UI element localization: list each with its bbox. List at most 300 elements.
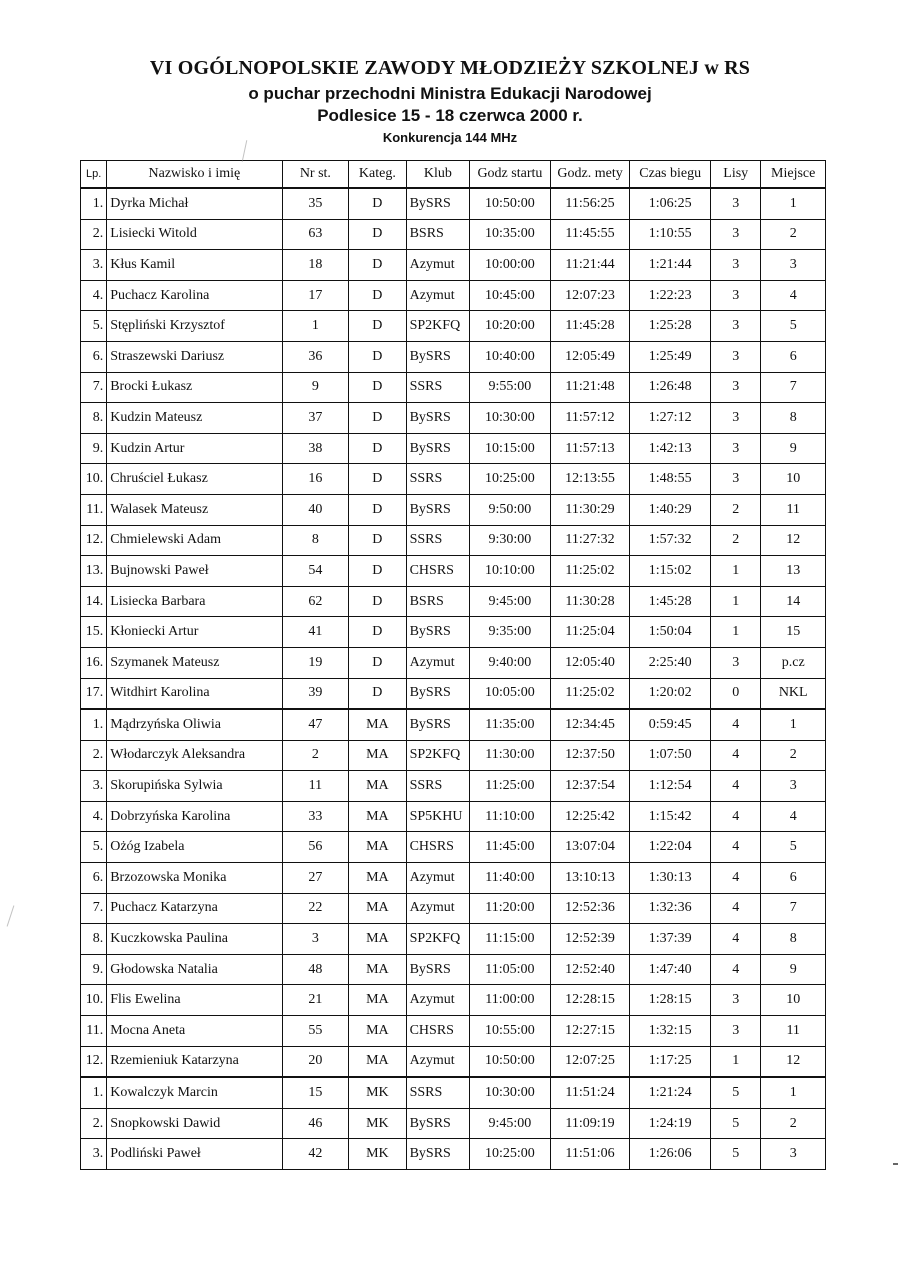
cell-nr: 46 <box>282 1108 349 1139</box>
cell-lisy: 4 <box>711 954 761 985</box>
cell-czas: 1:40:29 <box>630 494 711 525</box>
cell-meta: 11:25:04 <box>550 617 630 648</box>
table-row <box>81 556 826 587</box>
cell-kat: MK <box>349 1139 406 1170</box>
cell-klub: SSRS <box>406 771 470 802</box>
cell-start: 10:25:00 <box>470 1139 551 1170</box>
cell-name: Dobrzyńska Karolina <box>107 801 282 832</box>
cell-czas: 1:12:54 <box>630 771 711 802</box>
cell-lp: 3. <box>81 250 107 281</box>
results-group <box>81 1077 826 1169</box>
cell-nr: 21 <box>282 985 349 1016</box>
cell-klub: SP2KFQ <box>406 311 470 342</box>
cell-lp: 1. <box>81 1077 107 1108</box>
cell-meta: 12:05:40 <box>550 647 630 678</box>
cell-meta: 11:09:19 <box>550 1108 630 1139</box>
cell-lisy: 3 <box>711 647 761 678</box>
cell-kat: MA <box>349 801 406 832</box>
cell-lisy: 4 <box>711 709 761 740</box>
table-row <box>81 525 826 556</box>
cell-kat: D <box>349 280 406 311</box>
cell-czas: 1:28:15 <box>630 985 711 1016</box>
cell-name: Kłoniecki Artur <box>107 617 282 648</box>
cell-klub: SP2KFQ <box>406 740 470 771</box>
cell-start: 11:25:00 <box>470 771 551 802</box>
cell-start: 10:50:00 <box>470 1046 551 1077</box>
results-table <box>80 160 826 1170</box>
cell-nr: 38 <box>282 433 349 464</box>
cell-kat: MA <box>349 1046 406 1077</box>
cell-miejsce: 1 <box>761 1077 826 1108</box>
cell-czas: 1:15:02 <box>630 556 711 587</box>
cell-start: 10:10:00 <box>470 556 551 587</box>
cell-meta: 13:10:13 <box>550 863 630 894</box>
cell-lisy: 4 <box>711 924 761 955</box>
cell-start: 10:15:00 <box>470 433 551 464</box>
cell-lp: 15. <box>81 617 107 648</box>
cell-lisy: 3 <box>711 219 761 250</box>
cell-kat: MA <box>349 863 406 894</box>
cell-miejsce: 10 <box>761 464 826 495</box>
cell-miejsce: 5 <box>761 311 826 342</box>
cell-lisy: 1 <box>711 1046 761 1077</box>
cell-start: 9:30:00 <box>470 525 551 556</box>
table-row <box>81 1016 826 1047</box>
cell-name: Walasek Mateusz <box>107 494 282 525</box>
cell-lisy: 3 <box>711 311 761 342</box>
cell-lisy: 4 <box>711 893 761 924</box>
cell-miejsce: 13 <box>761 556 826 587</box>
cell-czas: 1:15:42 <box>630 801 711 832</box>
column-header-lp: Lp. <box>81 161 107 189</box>
cell-lp: 7. <box>81 893 107 924</box>
cell-lp: 2. <box>81 1108 107 1139</box>
cell-start: 9:45:00 <box>470 586 551 617</box>
cell-lp: 1. <box>81 709 107 740</box>
cell-meta: 12:07:23 <box>550 280 630 311</box>
cell-lisy: 0 <box>711 678 761 709</box>
cell-miejsce: 5 <box>761 832 826 863</box>
cell-lp: 2. <box>81 740 107 771</box>
cell-kat: D <box>349 586 406 617</box>
cell-name: Bujnowski Paweł <box>107 556 282 587</box>
cell-czas: 1:21:24 <box>630 1077 711 1108</box>
cell-start: 11:45:00 <box>470 832 551 863</box>
table-row <box>81 617 826 648</box>
scan-mark <box>893 1163 898 1165</box>
cell-nr: 15 <box>282 1077 349 1108</box>
cell-lisy: 4 <box>711 801 761 832</box>
cell-name: Kudzin Artur <box>107 433 282 464</box>
cell-nr: 33 <box>282 801 349 832</box>
cell-name: Skorupińska Sylwia <box>107 771 282 802</box>
cell-miejsce: 12 <box>761 1046 826 1077</box>
cell-kat: D <box>349 647 406 678</box>
cell-klub: Azymut <box>406 1046 470 1077</box>
table-row <box>81 801 826 832</box>
cell-klub: Azymut <box>406 250 470 281</box>
cell-meta: 12:28:15 <box>550 985 630 1016</box>
cell-lp: 11. <box>81 494 107 525</box>
cell-czas: 1:57:32 <box>630 525 711 556</box>
table-row <box>81 985 826 1016</box>
cell-klub: SSRS <box>406 525 470 556</box>
cell-kat: MA <box>349 985 406 1016</box>
cell-nr: 47 <box>282 709 349 740</box>
cell-miejsce: 1 <box>761 188 826 219</box>
cell-czas: 1:26:48 <box>630 372 711 403</box>
cell-czas: 1:25:49 <box>630 341 711 372</box>
cell-lp: 16. <box>81 647 107 678</box>
cell-kat: D <box>349 494 406 525</box>
table-row <box>81 893 826 924</box>
cell-nr: 48 <box>282 954 349 985</box>
cell-name: Podliński Paweł <box>107 1139 282 1170</box>
cell-klub: BSRS <box>406 586 470 617</box>
cell-meta: 11:27:32 <box>550 525 630 556</box>
cell-lisy: 5 <box>711 1139 761 1170</box>
cell-lisy: 1 <box>711 586 761 617</box>
cell-lisy: 4 <box>711 832 761 863</box>
cell-name: Puchacz Katarzyna <box>107 893 282 924</box>
cell-czas: 1:17:25 <box>630 1046 711 1077</box>
cell-miejsce: p.cz <box>761 647 826 678</box>
cell-kat: D <box>349 678 406 709</box>
cell-nr: 55 <box>282 1016 349 1047</box>
cell-nr: 27 <box>282 863 349 894</box>
cell-nr: 36 <box>282 341 349 372</box>
cell-meta: 11:56:25 <box>550 188 630 219</box>
table-row <box>81 954 826 985</box>
cell-klub: SP5KHU <box>406 801 470 832</box>
cell-kat: MA <box>349 709 406 740</box>
cell-meta: 11:57:13 <box>550 433 630 464</box>
cell-kat: D <box>349 219 406 250</box>
cell-kat: D <box>349 188 406 219</box>
cell-name: Straszewski Dariusz <box>107 341 282 372</box>
cell-meta: 11:45:28 <box>550 311 630 342</box>
cell-meta: 11:21:48 <box>550 372 630 403</box>
cell-start: 9:50:00 <box>470 494 551 525</box>
table-row <box>81 433 826 464</box>
results-table-header <box>81 161 826 189</box>
cell-miejsce: 8 <box>761 403 826 434</box>
cell-lisy: 3 <box>711 188 761 219</box>
cell-nr: 63 <box>282 219 349 250</box>
cell-name: Flis Ewelina <box>107 985 282 1016</box>
table-row <box>81 1046 826 1077</box>
cell-czas: 1:21:44 <box>630 250 711 281</box>
cell-lisy: 4 <box>711 771 761 802</box>
cell-start: 9:55:00 <box>470 372 551 403</box>
table-row <box>81 403 826 434</box>
cell-klub: CHSRS <box>406 556 470 587</box>
cell-klub: SSRS <box>406 1077 470 1108</box>
cell-nr: 37 <box>282 403 349 434</box>
cell-kat: MA <box>349 832 406 863</box>
cell-meta: 11:51:24 <box>550 1077 630 1108</box>
cell-klub: BySRS <box>406 433 470 464</box>
cell-czas: 1:24:19 <box>630 1108 711 1139</box>
cell-czas: 1:48:55 <box>630 464 711 495</box>
cell-nr: 8 <box>282 525 349 556</box>
cell-start: 9:40:00 <box>470 647 551 678</box>
cell-meta: 12:52:39 <box>550 924 630 955</box>
cell-lp: 2. <box>81 219 107 250</box>
cell-meta: 11:21:44 <box>550 250 630 281</box>
cell-nr: 40 <box>282 494 349 525</box>
cell-kat: D <box>349 250 406 281</box>
cell-start: 10:35:00 <box>470 219 551 250</box>
cell-czas: 2:25:40 <box>630 647 711 678</box>
cell-name: Brocki Łukasz <box>107 372 282 403</box>
column-header-lisy: Lisy <box>711 161 761 189</box>
cell-lisy: 3 <box>711 341 761 372</box>
cell-meta: 11:57:12 <box>550 403 630 434</box>
results-group <box>81 709 826 1077</box>
cell-klub: BySRS <box>406 188 470 219</box>
cell-lp: 9. <box>81 433 107 464</box>
event-dates: Podlesice 15 - 18 czerwca 2000 r. <box>317 106 583 125</box>
cell-miejsce: 6 <box>761 863 826 894</box>
cell-kat: D <box>349 433 406 464</box>
cell-kat: MK <box>349 1077 406 1108</box>
cell-klub: BySRS <box>406 341 470 372</box>
cell-czas: 1:32:36 <box>630 893 711 924</box>
table-row <box>81 678 826 709</box>
cell-czas: 1:37:39 <box>630 924 711 955</box>
column-header-kat: Kateg. <box>349 161 406 189</box>
cell-start: 10:40:00 <box>470 341 551 372</box>
cell-klub: Azymut <box>406 280 470 311</box>
cell-kat: D <box>349 341 406 372</box>
cell-lp: 3. <box>81 1139 107 1170</box>
cell-czas: 1:22:04 <box>630 832 711 863</box>
cell-lisy: 3 <box>711 433 761 464</box>
cell-lp: 8. <box>81 403 107 434</box>
cell-klub: BySRS <box>406 709 470 740</box>
cell-start: 10:50:00 <box>470 188 551 219</box>
cell-nr: 54 <box>282 556 349 587</box>
cell-kat: D <box>349 525 406 556</box>
cell-czas: 1:50:04 <box>630 617 711 648</box>
cell-czas: 1:10:55 <box>630 219 711 250</box>
cell-kat: D <box>349 403 406 434</box>
cell-nr: 2 <box>282 740 349 771</box>
table-row <box>81 1139 826 1170</box>
cell-lp: 3. <box>81 771 107 802</box>
cell-miejsce: 4 <box>761 280 826 311</box>
cell-start: 9:35:00 <box>470 617 551 648</box>
cell-klub: BySRS <box>406 403 470 434</box>
cell-miejsce: 3 <box>761 250 826 281</box>
cell-klub: BySRS <box>406 1139 470 1170</box>
cell-lp: 5. <box>81 311 107 342</box>
cell-miejsce: 11 <box>761 494 826 525</box>
table-row <box>81 709 826 740</box>
cell-lp: 17. <box>81 678 107 709</box>
cell-klub: Azymut <box>406 647 470 678</box>
cell-klub: CHSRS <box>406 1016 470 1047</box>
cell-name: Kowalczyk Marcin <box>107 1077 282 1108</box>
cell-miejsce: 7 <box>761 372 826 403</box>
cell-nr: 22 <box>282 893 349 924</box>
cell-start: 10:55:00 <box>470 1016 551 1047</box>
cell-miejsce: 11 <box>761 1016 826 1047</box>
cell-name: Włodarczyk Aleksandra <box>107 740 282 771</box>
table-row <box>81 1077 826 1108</box>
table-row <box>81 647 826 678</box>
cell-klub: SSRS <box>406 372 470 403</box>
cell-name: Szymanek Mateusz <box>107 647 282 678</box>
table-row <box>81 863 826 894</box>
results-group <box>81 188 826 709</box>
column-header-klub: Klub <box>406 161 470 189</box>
cell-klub: SSRS <box>406 464 470 495</box>
cell-czas: 1:25:28 <box>630 311 711 342</box>
cell-lisy: 3 <box>711 280 761 311</box>
table-row <box>81 586 826 617</box>
cell-meta: 12:37:50 <box>550 740 630 771</box>
cell-klub: BySRS <box>406 1108 470 1139</box>
cell-name: Stępliński Krzysztof <box>107 311 282 342</box>
cell-nr: 16 <box>282 464 349 495</box>
table-row <box>81 250 826 281</box>
cell-name: Mocna Aneta <box>107 1016 282 1047</box>
table-row <box>81 280 826 311</box>
cell-name: Lisiecki Witold <box>107 219 282 250</box>
cell-meta: 11:25:02 <box>550 678 630 709</box>
cell-meta: 12:13:55 <box>550 464 630 495</box>
cell-start: 9:45:00 <box>470 1108 551 1139</box>
cell-kat: MA <box>349 740 406 771</box>
cell-czas: 1:22:23 <box>630 280 711 311</box>
cell-kat: D <box>349 556 406 587</box>
cell-klub: Azymut <box>406 893 470 924</box>
cell-lp: 11. <box>81 1016 107 1047</box>
cell-start: 10:45:00 <box>470 280 551 311</box>
cell-meta: 11:30:28 <box>550 586 630 617</box>
table-row <box>81 464 826 495</box>
cell-lp: 8. <box>81 924 107 955</box>
cell-meta: 12:05:49 <box>550 341 630 372</box>
cell-name: Kłus Kamil <box>107 250 282 281</box>
cell-nr: 56 <box>282 832 349 863</box>
cell-start: 10:30:00 <box>470 403 551 434</box>
cell-miejsce: 6 <box>761 341 826 372</box>
cell-name: Witdhirt Karolina <box>107 678 282 709</box>
column-header-miejsce: Miejsce <box>761 161 826 189</box>
cell-meta: 11:51:06 <box>550 1139 630 1170</box>
column-header-czas: Czas biegu <box>630 161 711 189</box>
column-header-nr: Nr st. <box>282 161 349 189</box>
cell-lisy: 3 <box>711 372 761 403</box>
cell-name: Chruściel Łukasz <box>107 464 282 495</box>
cell-start: 10:20:00 <box>470 311 551 342</box>
cell-nr: 1 <box>282 311 349 342</box>
cell-lp: 4. <box>81 280 107 311</box>
cell-meta: 12:52:40 <box>550 954 630 985</box>
cell-miejsce: NKL <box>761 678 826 709</box>
cell-kat: MA <box>349 924 406 955</box>
cell-lp: 5. <box>81 832 107 863</box>
cell-nr: 18 <box>282 250 349 281</box>
cell-start: 10:25:00 <box>470 464 551 495</box>
cell-miejsce: 9 <box>761 954 826 985</box>
table-row <box>81 372 826 403</box>
cell-lisy: 5 <box>711 1077 761 1108</box>
cell-lisy: 3 <box>711 250 761 281</box>
cell-klub: SP2KFQ <box>406 924 470 955</box>
cell-lp: 14. <box>81 586 107 617</box>
cell-nr: 9 <box>282 372 349 403</box>
cell-lp: 4. <box>81 801 107 832</box>
table-row <box>81 832 826 863</box>
cell-miejsce: 3 <box>761 771 826 802</box>
cell-meta: 12:07:25 <box>550 1046 630 1077</box>
scan-mark <box>7 905 15 926</box>
cell-lp: 9. <box>81 954 107 985</box>
cell-nr: 19 <box>282 647 349 678</box>
cell-name: Kuczkowska Paulina <box>107 924 282 955</box>
cell-start: 10:30:00 <box>470 1077 551 1108</box>
table-row <box>81 341 826 372</box>
cell-name: Snopkowski Dawid <box>107 1108 282 1139</box>
document-header <box>0 54 900 148</box>
cell-nr: 11 <box>282 771 349 802</box>
cell-klub: Azymut <box>406 863 470 894</box>
cell-name: Kudzin Mateusz <box>107 403 282 434</box>
cell-miejsce: 9 <box>761 433 826 464</box>
cell-nr: 42 <box>282 1139 349 1170</box>
cell-start: 10:05:00 <box>470 678 551 709</box>
cell-nr: 41 <box>282 617 349 648</box>
cell-kat: D <box>349 464 406 495</box>
cell-lisy: 1 <box>711 556 761 587</box>
cell-klub: BySRS <box>406 678 470 709</box>
cell-lp: 6. <box>81 341 107 372</box>
cell-lp: 12. <box>81 525 107 556</box>
document-title: VI OGÓLNOPOLSKIE ZAWODY MŁODZIEŻY SZKOLNEJ w RS <box>149 57 751 79</box>
cell-czas: 1:45:28 <box>630 586 711 617</box>
cell-nr: 62 <box>282 586 349 617</box>
cell-lisy: 1 <box>711 617 761 648</box>
cell-lp: 13. <box>81 556 107 587</box>
cell-miejsce: 2 <box>761 740 826 771</box>
cell-name: Dyrka Michał <box>107 188 282 219</box>
cell-start: 10:00:00 <box>470 250 551 281</box>
cell-meta: 12:27:15 <box>550 1016 630 1047</box>
cell-lisy: 4 <box>711 740 761 771</box>
table-row <box>81 1108 826 1139</box>
cell-czas: 1:47:40 <box>630 954 711 985</box>
cell-klub: Azymut <box>406 985 470 1016</box>
cell-name: Mądrzyńska Oliwia <box>107 709 282 740</box>
cell-lisy: 3 <box>711 1016 761 1047</box>
cell-start: 11:10:00 <box>470 801 551 832</box>
document-subtitle: o puchar przechodni Ministra Edukacji Narodowej <box>248 84 652 103</box>
cell-name: Brzozowska Monika <box>107 863 282 894</box>
cell-klub: BySRS <box>406 954 470 985</box>
cell-kat: MA <box>349 954 406 985</box>
cell-lp: 12. <box>81 1046 107 1077</box>
cell-meta: 12:34:45 <box>550 709 630 740</box>
cell-miejsce: 1 <box>761 709 826 740</box>
cell-miejsce: 3 <box>761 1139 826 1170</box>
cell-miejsce: 12 <box>761 525 826 556</box>
cell-miejsce: 7 <box>761 893 826 924</box>
cell-start: 11:15:00 <box>470 924 551 955</box>
